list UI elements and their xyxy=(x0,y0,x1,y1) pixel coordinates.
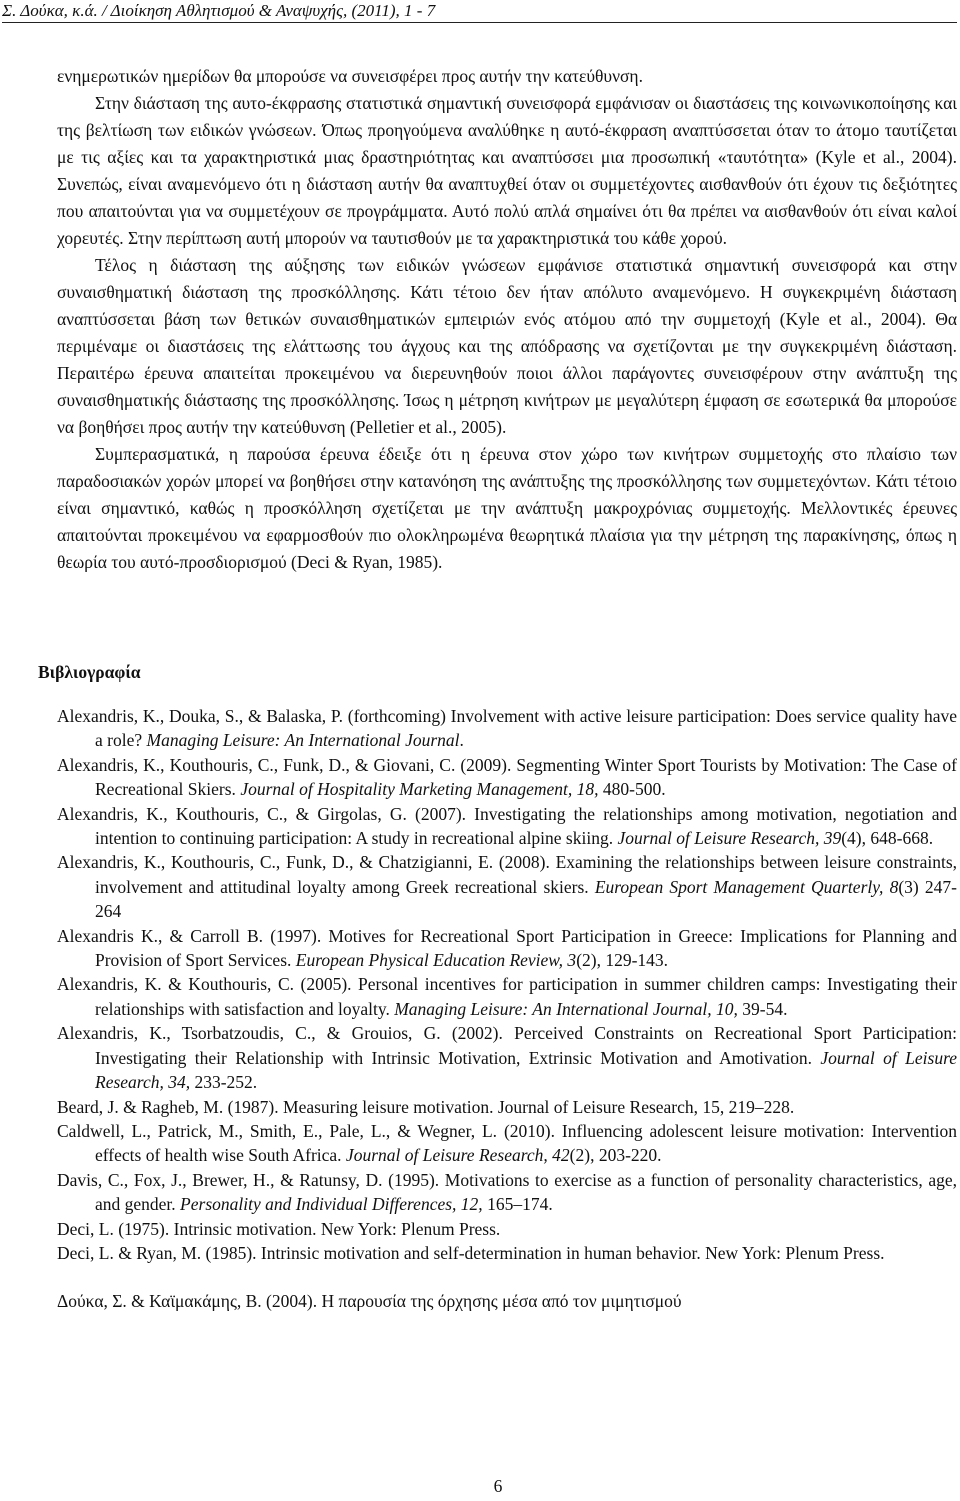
reference-text: Alexandris, K., Kouthouris, C., Funk, D., & Giovani, C. (2009). Segmenting Winter Sport Tourists by Motivation: The Case of Recreational Skiers. xyxy=(57,754,957,800)
reference-entry xyxy=(57,924,957,973)
reference-entry xyxy=(57,1021,957,1094)
reference-text: Alexandris, K., Kouthouris, C., Funk, D., & Chatzigianni, E. (2008). Examining the relationships between leisure constraints, involvement and attitudinal loyalty among Greek recreational skiers. xyxy=(57,852,957,897)
reference-text: Alexandris, K. & Kouthouris, C. (2005). Personal incentives for participation in summer children camps: Investigating their relationships with satisfaction and loyalty. xyxy=(57,974,957,1019)
reference-tail: (3) 247-264 xyxy=(95,876,957,922)
reference-tail: . xyxy=(459,730,464,751)
reference-entry xyxy=(57,1119,957,1168)
body-paragraph: Συμπερασματικά, η παρούσα έρευνα έδειξε ότι η έρευνα στον χώρο των κινήτρων συμμετοχής στο πλαίσιο των παραδοσιακών χορών μπορεί να βοηθήσει στην κατανόηση της ανάπτυξης της προσκόλλησης των συμμετεχόντων. Κάτι τέτοιο είναι σημαντικό, καθώς η προσκόλληση σχετίζεται με την ανάπτυξη μακροχρόνιας συμμετοχής. Μελλοντικές έρευνες απαιτούνται προκειμένου να εφαρμοσθούν πιο ολοκληρωμένα θεωρητικά πλαίσια για την μέτρηση της παρακίνησης, όπως η θεωρία του αυτό-προσδιορισμού (Deci & Ryan, 1985). xyxy=(57,444,957,572)
reference-entry xyxy=(57,802,957,851)
reference-text: Deci, L. & Ryan, M. (1985). Intrinsic motivation and self-determination in human behavior. New York: Plenum Press. xyxy=(57,1242,885,1263)
reference-entry xyxy=(57,850,957,923)
body-paragraph: ενημερωτικών ημερίδων θα μπορούσε να συνεισφέρει προς αυτήν την κατεύθυνση. xyxy=(57,66,643,86)
reference-text: Davis, C., Fox, J., Brewer, H., & Ratunsy, D. (1995). Motivations to exercise as a function of personality characteristics, age, and gender. xyxy=(57,1169,957,1215)
reference-text: Deci, L. (1975). Intrinsic motivation. New York: Plenum Press. xyxy=(57,1218,501,1239)
running-header: Σ. Δούκα, κ.ά. / Διοίκηση Αθλητισμού & Αναψυχής, (2011), 1 - 7 xyxy=(2,1,436,20)
reference-tail: 165–174. xyxy=(482,1194,553,1215)
reference-text: Alexandris, K., Tsorbatzoudis, C., & Grouios, G. (2002). Perceived Constraints on Recreational Sport Participation: Investigating their Relationship with Intrinsic Motivation, Extrinsic Motivation and Amotivation. xyxy=(57,1023,957,1068)
reference-tail: 233-252. xyxy=(190,1072,258,1093)
reference-tail: (2), 203-220. xyxy=(569,1145,662,1166)
reference-source: European Physical Education Review, 3 xyxy=(295,950,577,971)
reference-entry xyxy=(57,972,957,1021)
bibliography-heading: Βιβλιογραφία xyxy=(38,662,141,682)
body-paragraph: Τέλος η διάσταση της αύξησης των ειδικών γνώσεων εμφάνισε στατιστικά σημαντική συνεισφορά και στην συναισθηματική διάσταση της προσκόλλησης. Κάτι τέτοιο δεν ήταν απόλυτο αναμενόμενο. Η συγκεκριμένη διάσταση αναπτύσσεται βάση των θετικών συναισθηματικών εμπειριών ενός ατόμου από την συμμετοχή (Kyle et al., 2004). Θα περιμέναμε οι διαστάσεις της ελάττωσης του άγχους και της απόδρασης να σχετίζονται με την συγκεκριμένη διάσταση. Περαιτέρω έρευνα απαιτείται προκειμένου να διερευνηθούν ποιοι άλλοι παράγοντες συνεισφέρουν στην ανάπτυξη της συναισθηματικής διάστασης της προσκόλλησης. Ίσως η μέτρηση κινήτρων με μεγαλύτερη έμφαση σε εσωτερικά θα μπορούσε να βοηθήσει προς αυτήν την κατεύθυνση (Pelletier et al., 2005). xyxy=(57,255,957,437)
reference-entry xyxy=(57,1095,957,1119)
reference-source: Personality and Individual Differences, 12, xyxy=(180,1194,483,1215)
reference-entry xyxy=(57,1168,957,1217)
body-text xyxy=(57,63,957,576)
reference-tail: (4), 648-668. xyxy=(841,828,934,849)
reference-text: Caldwell, L., Patrick, M., Smith, E., Pale, L., & Wegner, L. (2010). Influencing adolescent leisure motivation: Intervention effects of health wise South Africa. xyxy=(57,1120,957,1166)
reference-entry xyxy=(57,1241,957,1265)
reference-source: European Sport Management Quarterly, 8 xyxy=(594,876,899,897)
reference-source: Journal of Leisure Research, 42 xyxy=(345,1145,570,1166)
reference-entry xyxy=(57,753,957,802)
reference-source: Journal of Leisure Research, 34, xyxy=(95,1047,957,1093)
reference-text: Alexandris, K., Douka, S., & Balaska, P. (forthcoming) Involvement with active leisure participation: Does service quality have a role? xyxy=(57,706,957,751)
reference-text: Alexandris, K., Kouthouris, C., & Girgolas, G. (2007). Investigating the relationships among motivation, negotiation and intention to continuing participation: A study in recreational alpine skiing. xyxy=(57,803,957,849)
reference-text: Δούκα, Σ. & Καϊμακάμης, Β. (2004). Η παρουσία της όρχησης μέσα από τον μιμητισμού xyxy=(57,1291,682,1312)
reference-tail: (2), 129-143. xyxy=(576,950,669,971)
body-paragraph: Στην διάσταση της αυτο-έκφρασης στατιστικά σημαντική συνεισφορά εμφάνισαν οι διαστάσεις της κοινωνικοποίησης και της βελτίωση των ειδικών γνώσεων. Όπως προηγούμενα αναλύθηκε η αυτό-έκφραση αναπτύσσεται όταν το άτομο ταυτίζεται με τις αξίες και τα χαρακτηριστικά μιας δραστηριότητας και αναπτύσσει μια προσωπική «ταυτότητα» (Kyle et al., 2004). Συνεπώς, είναι αναμενόμενο ότι η διάσταση αυτήν θα αναπτυχθεί όταν οι συμμετέχοντες αισθανθούν ότι έχουν τις δεξιότητες που απαιτούνται για να συμμετέχουν σε προγράμματα. Αυτό πολύ απλά σημαίνει ότι θα πρέπει να αισθανθούν ότι είναι καλοί χορευτές. Στην περίπτωση αυτή μπορούν να ταυτισθούν με τα χαρακτηριστικά του κάθε χορού. xyxy=(57,93,957,248)
reference-source: Journal of Leisure Research, 39 xyxy=(617,828,842,849)
reference-entry xyxy=(57,1217,957,1241)
reference-tail: 39-54. xyxy=(737,998,788,1019)
reference-entry xyxy=(57,1289,957,1313)
reference-tail: 480-500. xyxy=(598,779,666,800)
page-number: 6 xyxy=(493,1476,503,1496)
reference-list xyxy=(57,704,957,1314)
reference-source: Managing Leisure: An International Journal xyxy=(146,730,460,751)
reference-text: Beard, J. & Ragheb, M. (1987). Measuring leisure motivation. Journal of Leisure Research, 15, 219–228. xyxy=(57,1096,795,1117)
reference-source: Managing Leisure: An International Journal, 10, xyxy=(394,998,738,1019)
reference-source: Journal of Hospitality Marketing Management, 18, xyxy=(240,779,599,800)
header-divider xyxy=(2,22,957,23)
reference-entry xyxy=(57,704,957,753)
reference-text: Alexandris K., & Carroll B. (1997). Motives for Recreational Sport Participation in Greece: Implications for Planning and Provision of Sport Services. xyxy=(57,925,957,971)
